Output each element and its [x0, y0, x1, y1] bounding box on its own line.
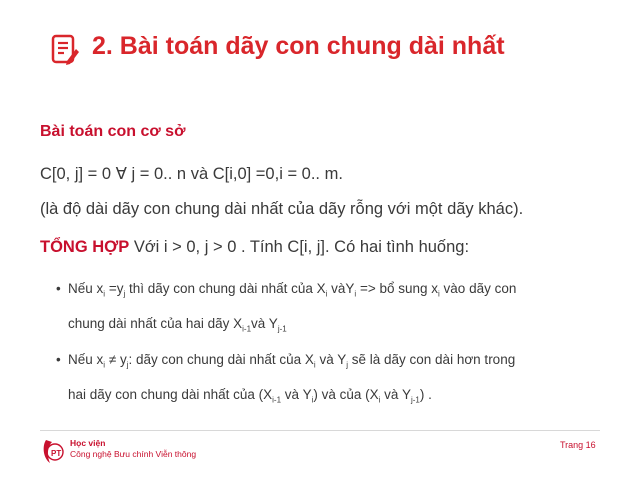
bullet-case-equal-cont: chung dài nhất của hai dãy $X_{i-1}và$ $Y_{j-1}$: [68, 316, 287, 334]
svg-text:PT: PT: [51, 449, 62, 458]
bullet-case-unequal-cont: hai dãy con chung dài nhất của ($X_{i-1}$ và $Y_i$) và của ($X_i$ và $Y_{j-1}$) .: [68, 387, 432, 405]
bullet-case-unequal: • Nếu $x_i \ne y_j$: dãy con chung dài nhất của $X_i$ và $Y_j$ sẽ là dãy con dài hơn trong: [56, 352, 516, 370]
document-edit-icon: [50, 34, 80, 66]
institution-line2: Công nghệ Bưu chính Viễn thông: [70, 449, 197, 459]
section-heading: Bài toán con cơ sở: [40, 123, 186, 140]
bullet-marker: •: [56, 352, 61, 367]
page-number: Trang 16: [560, 440, 596, 450]
base-case-explanation: (là độ dài dãy con chung dài nhất của dãy rỗng với một dãy khác).: [40, 200, 524, 218]
synthesis-label: TỔNG HỢP: [40, 238, 130, 256]
slide-header: [0, 0, 638, 100]
synthesis-statement: [40, 238, 469, 257]
slide-title: 2. Bài toán dãy con chung dài nhất: [92, 32, 505, 60]
base-case-formula: C[0, j] = 0 ∀ j = 0.. n và C[i,0] =0,i = 0.. m.: [40, 165, 343, 183]
bullet-marker: •: [56, 281, 61, 296]
institution-name: [70, 438, 196, 460]
synthesis-text: Với i > 0, j > 0 . Tính C[i, j]. Có hai tình huống:: [129, 238, 470, 256]
ptit-logo: [40, 436, 70, 466]
institution-line1: Học viện: [70, 438, 106, 448]
footer-divider: [40, 430, 600, 431]
bullet-case-equal: • Nếu $x_i =y_j$ thì dãy con chung dài nhất của $X_i$ vàY$_i$ => bổ sung $x_i$ vào dãy con: [56, 281, 517, 299]
